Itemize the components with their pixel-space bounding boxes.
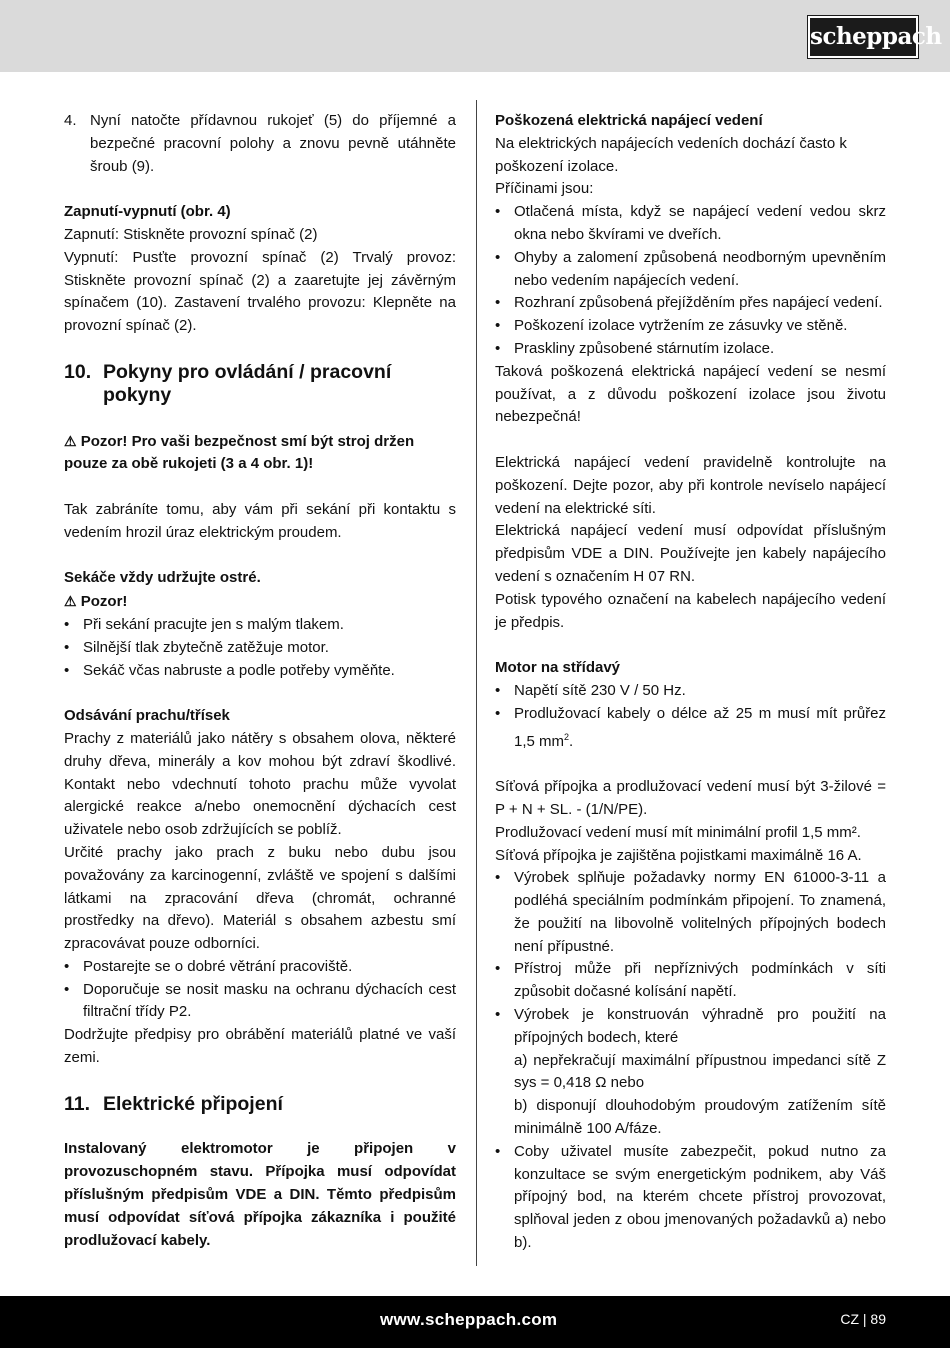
list-item-text: • Výrobek je konstruován výhradně pro použití na přípojných bodech, které xyxy=(514,1006,886,1046)
onoff-text: Vypnutí: Pusťte provozní spínač (2) Trvalý provoz: Stiskněte provozní spínač (2) a zaaretujte jej závěrným spínačem (10). Zastavení trvalého provozu: Klepněte na provozní spínač (2). xyxy=(64,248,456,335)
damaged-list xyxy=(495,201,886,361)
motor-item-end: . xyxy=(569,732,574,750)
list-item: • Ohyby a zalomení způsobená neodborným upevněním nebo vedením napájecích vedení. xyxy=(495,247,886,293)
list-item: • Praskliny způsobené stárnutím izolace. xyxy=(495,338,886,361)
section-title: Pokyny pro ovládání / pracovní pokyny xyxy=(103,360,392,406)
motor-list xyxy=(495,680,886,753)
list-item: • Poškození izolace vytržením ze zásuvky ve stěně. xyxy=(495,315,886,338)
network-paragraph: Prodlužovací vedení musí mít minimální profil 1,5 mm². xyxy=(495,823,861,841)
chisel-warning xyxy=(64,590,456,614)
page-header xyxy=(0,0,950,72)
check-paragraph: Elektrická napájecí vedení pravidelně kontrolujte na poškození. Dejte pozor, aby při kontrole nevíselo napájecí vedení na elektrické síti. xyxy=(495,453,886,517)
list-item xyxy=(495,1004,886,1141)
onoff-line: Zapnutí: Stiskněte provozní spínač (2) xyxy=(64,225,318,243)
list-item: • Coby uživatel musíte zabezpečit, pokud nutno za konzultace se svým energetickým podnikem, aby Váš přípojný bod, na kterém chcete přístroj provozovat, splňoval jeden z obou jmenovaných požadavků a) nebo b). xyxy=(495,1141,886,1255)
damaged-paragraph: Na elektrických napájecích vedeních dochází často k poškození izolace. xyxy=(495,134,847,175)
dust-list xyxy=(64,956,456,1024)
list-item-subitem: a) nepřekračují maximální přípustnou impedanci sítě Z sys = 0,418 Ω nebo xyxy=(514,1051,886,1092)
left-column xyxy=(64,110,456,1252)
section-11-heading xyxy=(64,1093,456,1116)
right-column xyxy=(495,110,886,1255)
safety-warning xyxy=(64,430,456,477)
scheppach-logo: scheppach xyxy=(808,16,918,58)
section-10-heading xyxy=(64,361,456,407)
warning-explanation: Tak zabráníte tomu, aby vám při sekání při kontaktu s vedením hrozil úraz elektrickým proudem. xyxy=(64,500,456,541)
list-item: • Výrobek splňuje požadavky normy EN 61000-3-11 a podléhá speciálním podmínkám připojení. To znamená, že použití na libovolně volitelných přípojných bodech není přípustné. xyxy=(495,867,886,958)
warning-icon: ⚠ xyxy=(64,593,77,610)
network-list xyxy=(495,867,886,1255)
damaged-paragraph: Taková poškozená elektrická napájecí vedení se nesmí používat, a z důvodu poškození izolace jsou životu nebezpečná! xyxy=(495,362,886,426)
website-link[interactable]: www.scheppach.com xyxy=(380,1310,558,1329)
step-number: 4. xyxy=(64,112,77,129)
page-footer xyxy=(0,1296,950,1348)
list-item: • Napětí sítě 230 V / 50 Hz. xyxy=(495,680,886,703)
motor-heading: Motor na střídavý xyxy=(495,659,621,677)
list-item: • Rozhraní způsobená přejížděním přes napájecí vedení. xyxy=(495,292,886,315)
list-item: • Doporučuje se nosit masku na ochranu dýchacích cest filtrační třídy P2. xyxy=(64,979,456,1025)
list-item: • Postarejte se o dobré větrání pracoviště. xyxy=(64,956,456,979)
list-item-subitem: b) disponují dlouhodobým proudovým zatížením sítě minimálně 100 A/fáze. xyxy=(514,1097,886,1138)
section-title: Elektrické připojení xyxy=(103,1092,283,1115)
list-item: • Silnější tlak zbytečně zatěžuje motor. xyxy=(64,637,456,660)
check-paragraph: Potisk typového označení na kabelech napájecího vedení je předpis. xyxy=(495,590,886,631)
list-item: • Přístroj může při nepříznivých podmínkách v síti způsobit dočasné kolísání napětí. xyxy=(495,958,886,1004)
page-number: CZ | 89 xyxy=(840,1311,886,1327)
dust-paragraph: Dodržujte předpisy pro obrábění materiálů platné ve vaší zemi. xyxy=(64,1026,456,1067)
dust-heading: Odsávání prachu/třísek xyxy=(64,707,230,725)
chisel-warning-label: Pozor! xyxy=(80,593,128,611)
step-4 xyxy=(64,110,456,178)
list-item: • Sekáč včas nabruste a podle potřeby vyměňte. xyxy=(64,660,456,683)
dust-paragraph: Určité prachy jako prach z buku nebo dubu jsou považovány za karcinogenní, zvláště ve spojení s dalšími látkami na zpracování dřeva (chromát, ochranné prostředky na dřevo). Materiál s obsahem azbestu smí zpracovávat pouze odborníci. xyxy=(64,843,456,953)
column-divider xyxy=(476,100,477,1266)
network-paragraph: Síťová přípojka a prodlužovací vedení musí být 3-žilové = P + N + SL. - (1/N/PE). xyxy=(495,778,886,818)
damaged-paragraph: Příčinami jsou: xyxy=(495,180,594,198)
chisel-heading: Sekáče vždy udržujte ostré. xyxy=(64,569,261,587)
connection-paragraph: Instalovaný elektromotor je připojen v provozuschopném stavu. Přípojka musí odpovídat příslušným předpisům VDE a DIN. Těmto předpisům musí odpovídat síťová přípojka zákazníka i použité prodlužovací kabely. xyxy=(64,1140,456,1249)
warning-text-bold: Pozor! Pro vaši bezpečnost smí být stroj držen pouze za obě rukojeti (3 a 4 obr. 1)! xyxy=(64,432,415,473)
dust-paragraph: Prachy z materiálů jako nátěry s obsahem olova, některé druhy dřeva, minerály a kov mohou být zdraví škodlivé. Kontakt nebo vdechnutí tohoto prachu může vyvolat alergické reakce a/nebo onemocnění dýchacích cest uživatele nebo osob zdržujících se poblíž. xyxy=(64,729,456,839)
section-number: 11. xyxy=(64,1092,91,1115)
warning-icon: ⚠ xyxy=(64,432,77,449)
check-paragraph: Elektrická napájecí vedení musí odpovídat příslušným předpisům VDE a DIN. Používejte jen kabely napájecího vedení s označením H 07 RN. xyxy=(495,522,886,585)
chisel-list xyxy=(64,614,456,682)
list-item: • Při sekání pracujte jen s malým tlakem. xyxy=(64,614,456,637)
step-text: Nyní natočte přídavnou rukojeť (5) do příjemné a bezpečné pracovní polohy a znovu pevně utáhněte šroub (9). xyxy=(90,112,456,175)
network-paragraph: Síťová přípojka je zajištěna pojistkami maximálně 16 A. xyxy=(495,846,862,864)
section-number: 10. xyxy=(64,360,92,383)
superscript: 2 xyxy=(564,731,570,742)
damaged-heading: Poškozená elektrická napájecí vedení xyxy=(495,112,763,129)
motor-item-text: Prodlužovací kabely o délce až 25 m musí mít průřez 1,5 mm xyxy=(514,704,886,750)
list-item: • Otlačená místa, když se napájecí vedení vedou skrz okna nebo škvírami ve dveřích. xyxy=(495,201,886,247)
list-item xyxy=(495,703,886,754)
onoff-heading: Zapnutí-vypnutí (obr. 4) xyxy=(64,203,231,221)
